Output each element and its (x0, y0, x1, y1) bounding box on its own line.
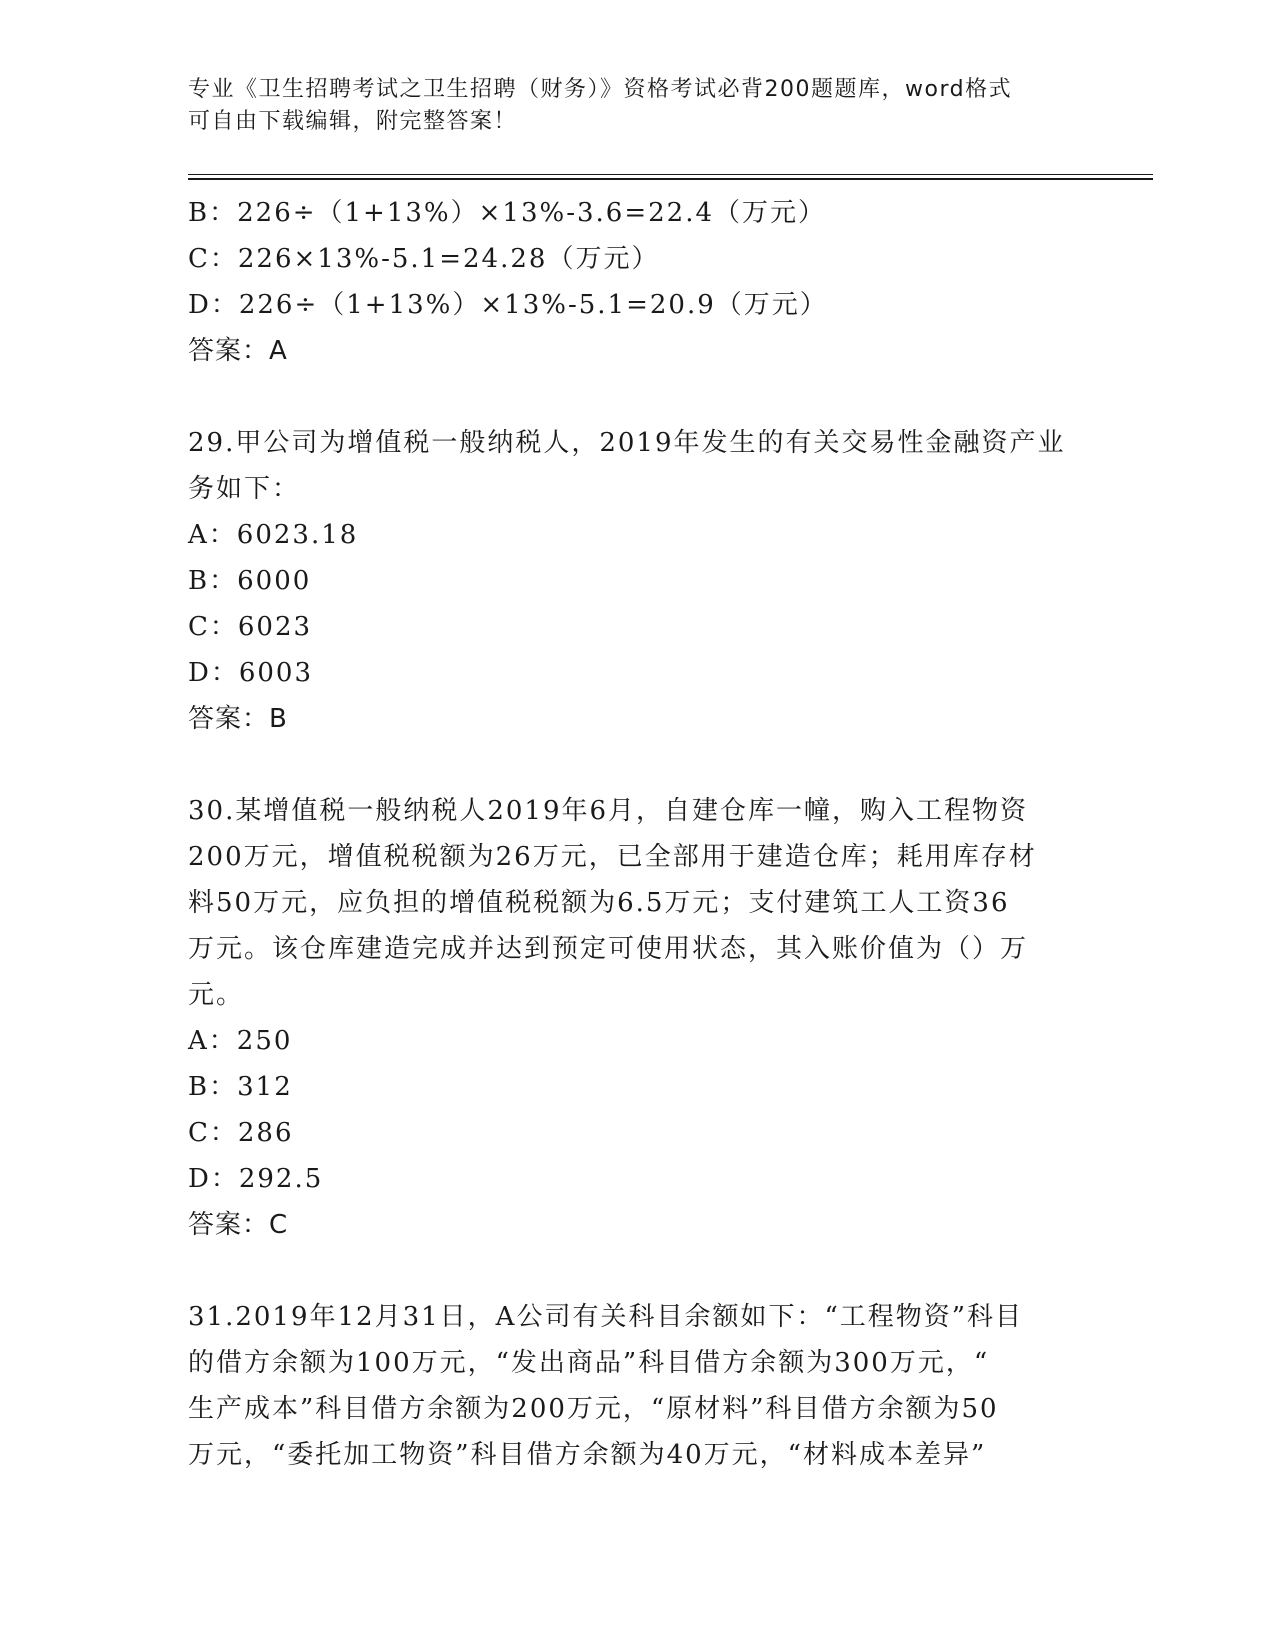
question-30-block (188, 788, 1088, 1248)
question-text-line: 万元，“委托加工物资”科目借方余额为40万元，“材料成本差异” (188, 1440, 987, 1470)
header-divider-thick (188, 178, 1153, 180)
option-b: B：226÷（1+13%）×13%-3.6=22.4（万元） (188, 198, 827, 228)
header-divider-thin (188, 174, 1153, 175)
question-text-line: 29.甲公司为增值税一般纳税人，2019年发生的有关交易性金融资产业 (188, 428, 1066, 458)
question-text-line: 200万元，增值税税额为26万元，已全部用于建造仓库；耗用库存材 (188, 842, 1037, 872)
answer-label: 答案：C (188, 1210, 289, 1240)
option-b: B：6000 (188, 566, 312, 596)
spacer (188, 1248, 1088, 1294)
option-d: D：6003 (188, 658, 314, 688)
previous-question-block (188, 190, 1088, 374)
header-title-line-1: 专业《卫生招聘考试之卫生招聘（财务）》资格考试必背200题题库，word格式 (188, 77, 1013, 102)
option-c: C：6023 (188, 612, 313, 642)
question-text-line: 元。 (188, 980, 245, 1010)
spacer (188, 374, 1088, 420)
option-c: C：226×13%-5.1=24.28（万元） (188, 244, 660, 274)
spacer (188, 742, 1088, 788)
answer-label: 答案：B (188, 704, 288, 734)
option-c: C：286 (188, 1118, 294, 1148)
header-title-line-2: 可自由下载编辑，附完整答案！ (188, 109, 518, 134)
question-text-line: 31.2019年12月31日，A公司有关科目余额如下：“工程物资”科目 (188, 1302, 1024, 1332)
question-text-line: 的借方余额为100万元，“发出商品”科目借方余额为300万元，“ (188, 1348, 990, 1378)
option-b: B：312 (188, 1072, 293, 1102)
question-text-line: 料50万元，应负担的增值税税额为6.5万元；支付建筑工人工资36 (188, 888, 1010, 918)
option-d: D：226÷（1+13%）×13%-5.1=20.9（万元） (188, 290, 828, 320)
question-content (188, 190, 1088, 1478)
question-text-line: 生产成本”科目借方余额为200万元，“原材料”科目借方余额为50 (188, 1394, 999, 1424)
question-text-line: 务如下： (188, 474, 301, 504)
answer-label: 答案：A (188, 336, 288, 366)
option-a: A：6023.18 (188, 520, 359, 550)
question-31-block (188, 1294, 1088, 1478)
option-d: D：292.5 (188, 1164, 324, 1194)
question-text-line: 万元。该仓库建造完成并达到预定可使用状态，其入账价值为（）万 (188, 934, 1029, 964)
document-header (188, 74, 1068, 138)
option-a: A：250 (188, 1026, 293, 1056)
question-29-block (188, 420, 1088, 742)
question-text-line: 30.某增值税一般纳税人2019年6月，自建仓库一幢，购入工程物资 (188, 796, 1029, 826)
